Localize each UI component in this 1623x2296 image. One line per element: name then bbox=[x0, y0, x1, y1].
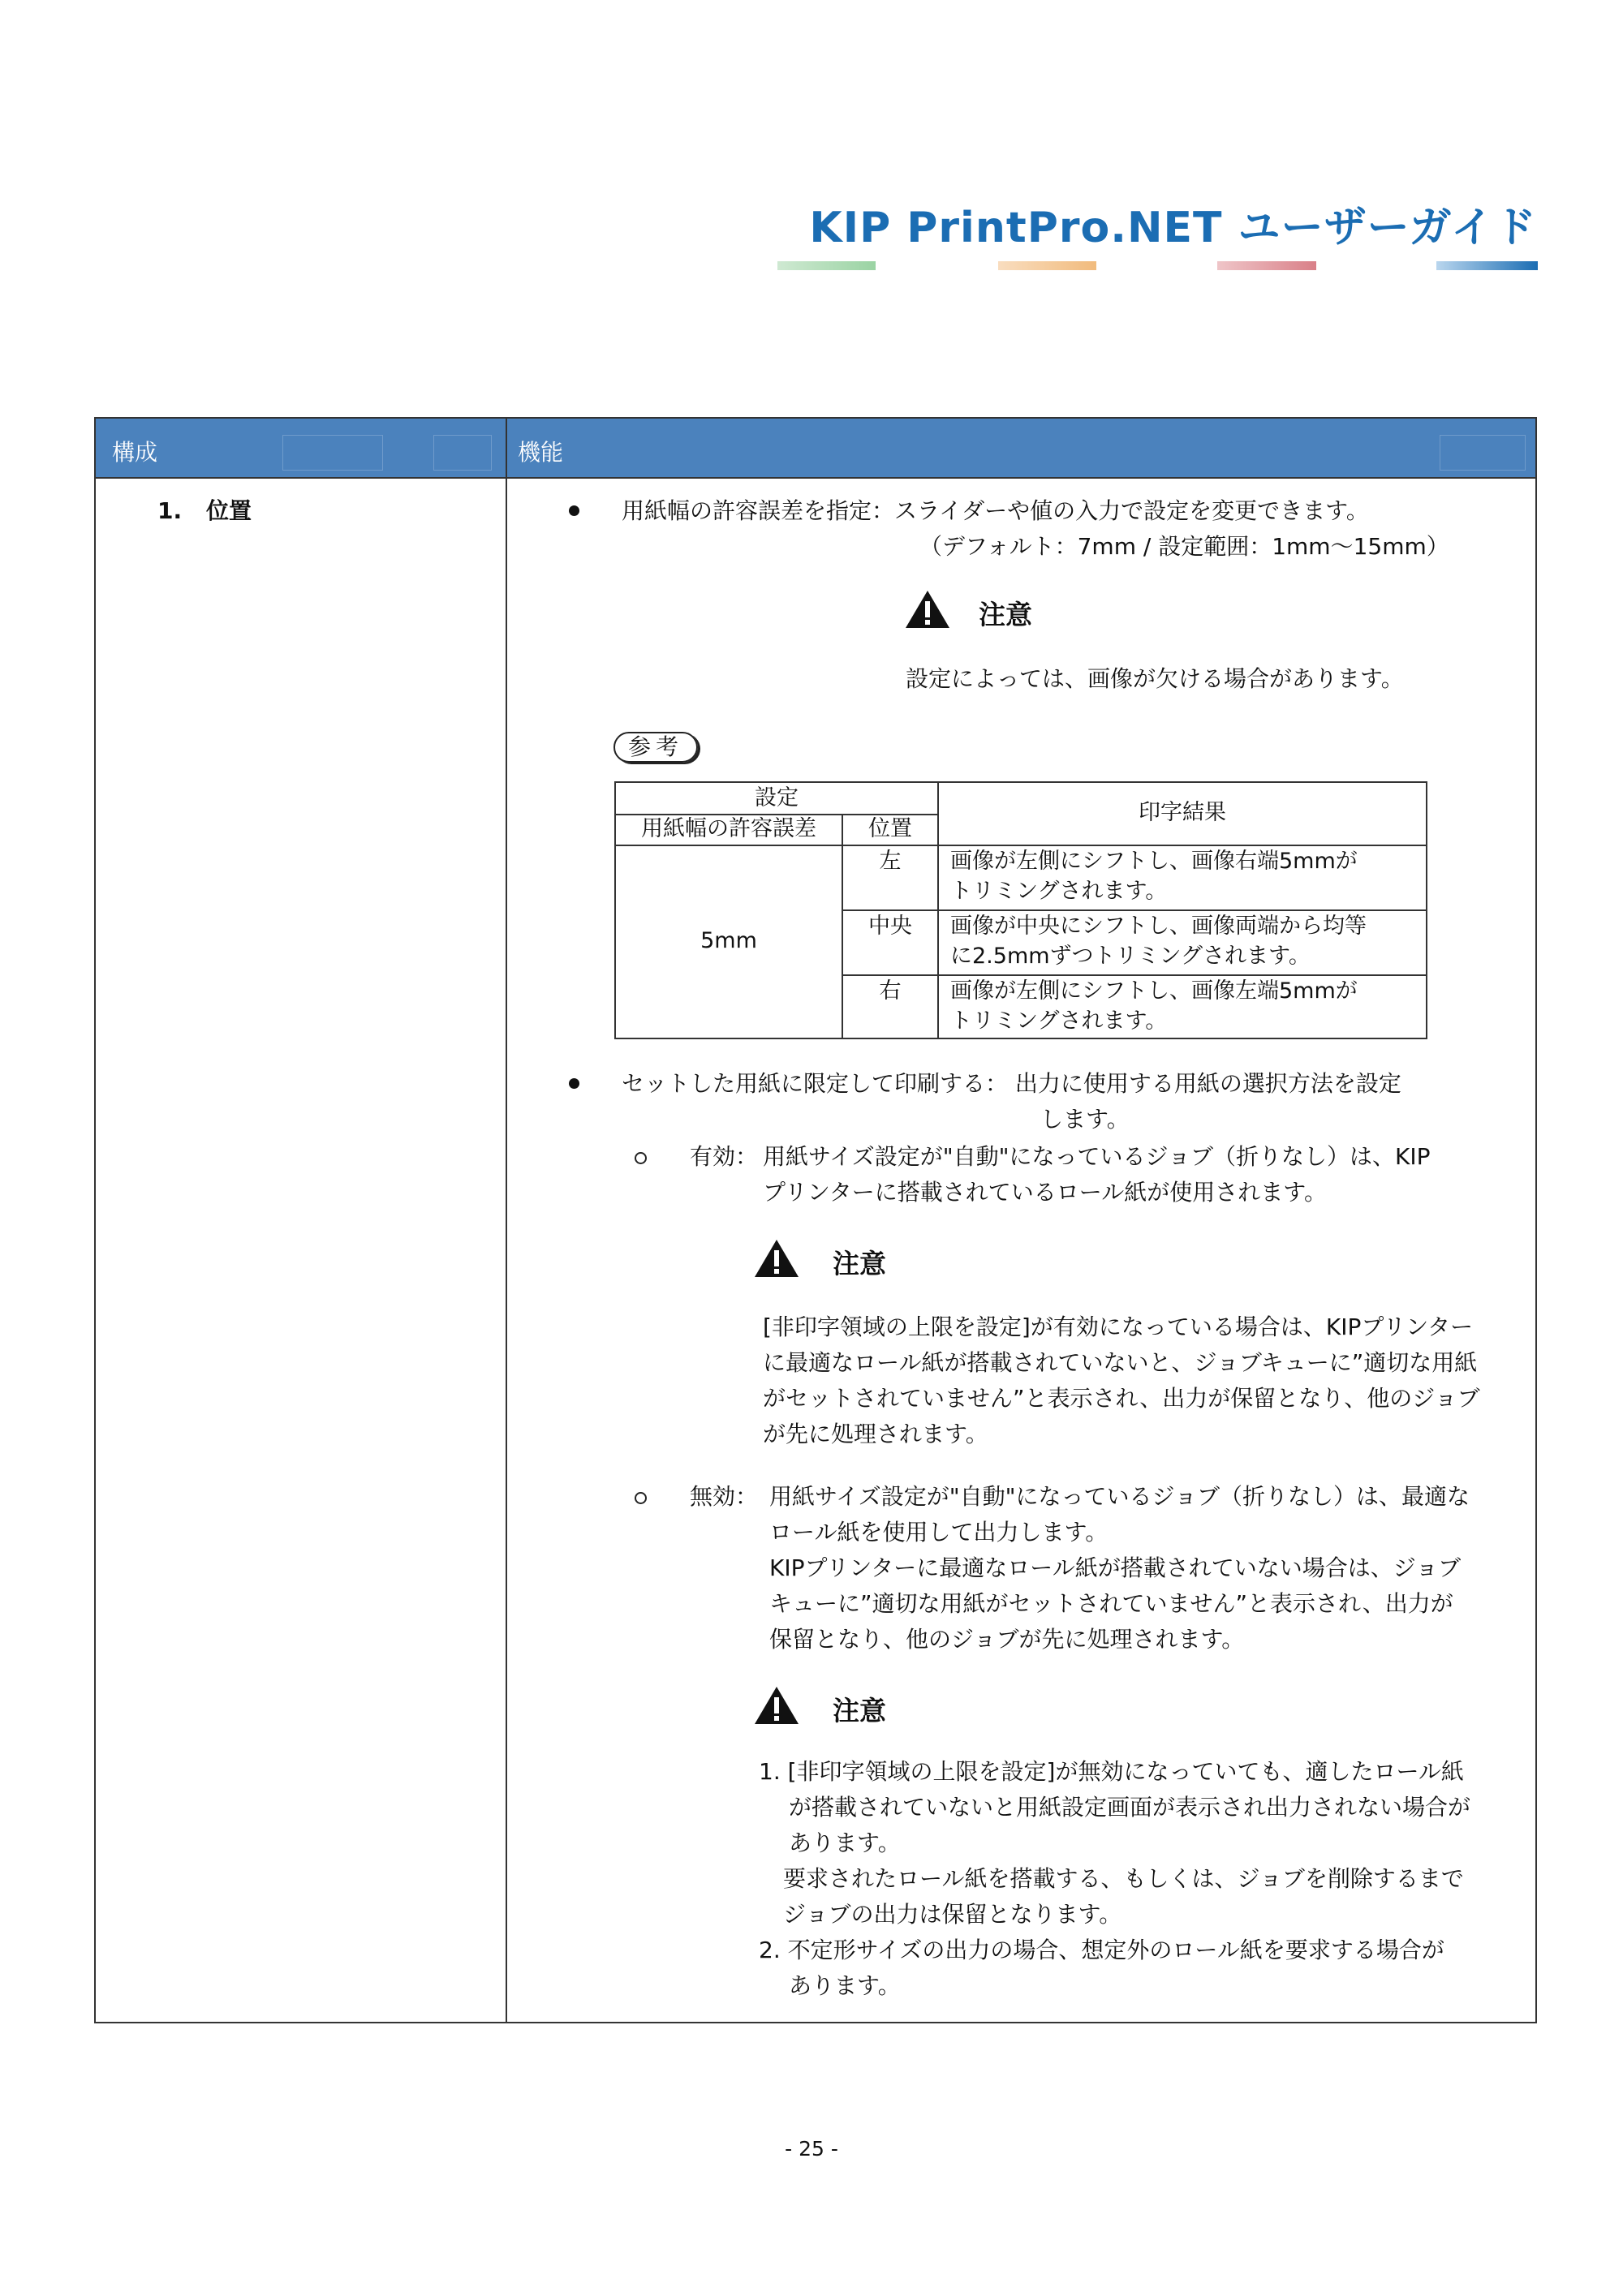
disabled-text: キューに”適切な用紙がセットされていません”と表示され、出力が bbox=[769, 1590, 1453, 1617]
table-row-result: 画像が左側にシフトし、画像右端5mmが bbox=[950, 849, 1358, 874]
caution-line: あります。 bbox=[789, 1829, 901, 1856]
tolerance-detail: （デフォルト：7mm / 設定範囲：1mm～15mm） bbox=[919, 533, 1449, 560]
caution-line: に最適なロール紙が搭載されていないと、ジョブキューに”適切な用紙 bbox=[763, 1349, 1478, 1376]
table-row-position: 右 bbox=[879, 978, 902, 1004]
bullet-icon bbox=[569, 1078, 579, 1089]
caution-line: が先に処理されます。 bbox=[763, 1421, 988, 1447]
decor-stripe-blue bbox=[1436, 261, 1538, 270]
enabled-label: 有効： bbox=[690, 1143, 759, 1170]
item-number: 1. bbox=[157, 497, 183, 524]
ref-header-tolerance: 用紙幅の許容誤差 bbox=[641, 816, 816, 841]
caution-title: 注意 bbox=[979, 599, 1032, 630]
column-header-composition: 構成 bbox=[112, 439, 158, 466]
table-row-result: に2.5mmずつトリミングされます。 bbox=[950, 944, 1311, 969]
disabled-text: 用紙サイズ設定が"自動"になっているジョブ（折りなし）は、最適な bbox=[769, 1483, 1470, 1510]
disabled-text: KIPプリンターに最適なロール紙が搭載されていない場合は、ジョブ bbox=[769, 1554, 1462, 1581]
disabled-text: 保留となり、他のジョブが先に処理されます。 bbox=[769, 1626, 1245, 1653]
disabled-label: 無効： bbox=[690, 1483, 759, 1510]
ref-header-setting: 設定 bbox=[755, 785, 799, 810]
enabled-text: プリンターに搭載されているロール紙が使用されます。 bbox=[763, 1179, 1327, 1206]
limit-paper-label: セットした用紙に限定して印刷する： 出力に使用する用紙の選択方法を設定 bbox=[622, 1070, 1401, 1097]
tolerance-label: 用紙幅の許容誤差を指定：スライダーや値の入力で設定を変更できます。 bbox=[622, 497, 1369, 524]
decor-stripe-green bbox=[777, 261, 876, 270]
table-row-position: 左 bbox=[879, 849, 902, 874]
caution-line: がセットされていません”と表示され、出力が保留となり、他のジョブ bbox=[763, 1385, 1480, 1412]
decor-stripe-red bbox=[1217, 261, 1316, 270]
decor-stripe-orange bbox=[998, 261, 1096, 270]
reference-badge: 参考 bbox=[613, 732, 698, 763]
table-row-result: トリミングされます。 bbox=[950, 879, 1168, 904]
warning-icon bbox=[904, 589, 951, 630]
table-row-result: 画像が中央にシフトし、画像両端から均等 bbox=[950, 914, 1367, 939]
table-row-result: 画像が左側にシフトし、画像左端5mmが bbox=[950, 978, 1358, 1004]
disabled-text: ロール紙を使用して出力します。 bbox=[769, 1519, 1109, 1546]
table-header-row bbox=[96, 419, 1535, 479]
caution-line: 2. 不定形サイズの出力の場合、想定外のロール紙を要求する場合が bbox=[759, 1937, 1444, 1963]
reference-table bbox=[614, 781, 1427, 1039]
limit-paper-label-cont: します。 bbox=[1040, 1106, 1130, 1133]
table-row-result: トリミングされます。 bbox=[950, 1008, 1168, 1034]
circle-bullet-icon bbox=[635, 1492, 647, 1504]
caution-line: あります。 bbox=[789, 1972, 901, 1999]
caution-line: 要求されたロール紙を搭載する、もしくは、ジョブを削除するまで bbox=[783, 1865, 1464, 1892]
caution-line: ジョブの出力は保留となります。 bbox=[783, 1901, 1122, 1928]
caution-title: 注意 bbox=[833, 1695, 886, 1726]
column-divider bbox=[506, 419, 507, 2022]
ref-tolerance-value: 5mm bbox=[700, 928, 757, 953]
caution-title: 注意 bbox=[833, 1248, 886, 1279]
caution-line: 1. [非印字領域の上限を設定]が無効になっていても、適したロール紙 bbox=[759, 1758, 1464, 1785]
caution-text: 設定によっては、画像が欠ける場合があります。 bbox=[906, 665, 1404, 692]
caution-line: が搭載されていないと用紙設定画面が表示され出力されない場合が bbox=[789, 1794, 1471, 1821]
ref-header-result: 印字結果 bbox=[1139, 800, 1226, 825]
warning-icon bbox=[753, 1238, 800, 1279]
table-row-position: 中央 bbox=[868, 914, 912, 939]
circle-bullet-icon bbox=[635, 1152, 647, 1164]
ref-header-position: 位置 bbox=[868, 816, 912, 841]
column-header-function: 機能 bbox=[518, 439, 564, 466]
document-title: KIP PrintPro.NET ユーザーガイド bbox=[809, 204, 1537, 252]
bullet-icon bbox=[569, 505, 579, 516]
item-label: 位置 bbox=[206, 497, 252, 524]
warning-icon bbox=[753, 1685, 800, 1726]
enabled-text: 用紙サイズ設定が"自動"になっているジョブ（折りなし）は、KIP bbox=[763, 1143, 1431, 1170]
page-number: - 25 - bbox=[785, 2137, 838, 2161]
caution-line: [非印字領域の上限を設定]が有効になっている場合は、KIPプリンター bbox=[763, 1314, 1474, 1340]
